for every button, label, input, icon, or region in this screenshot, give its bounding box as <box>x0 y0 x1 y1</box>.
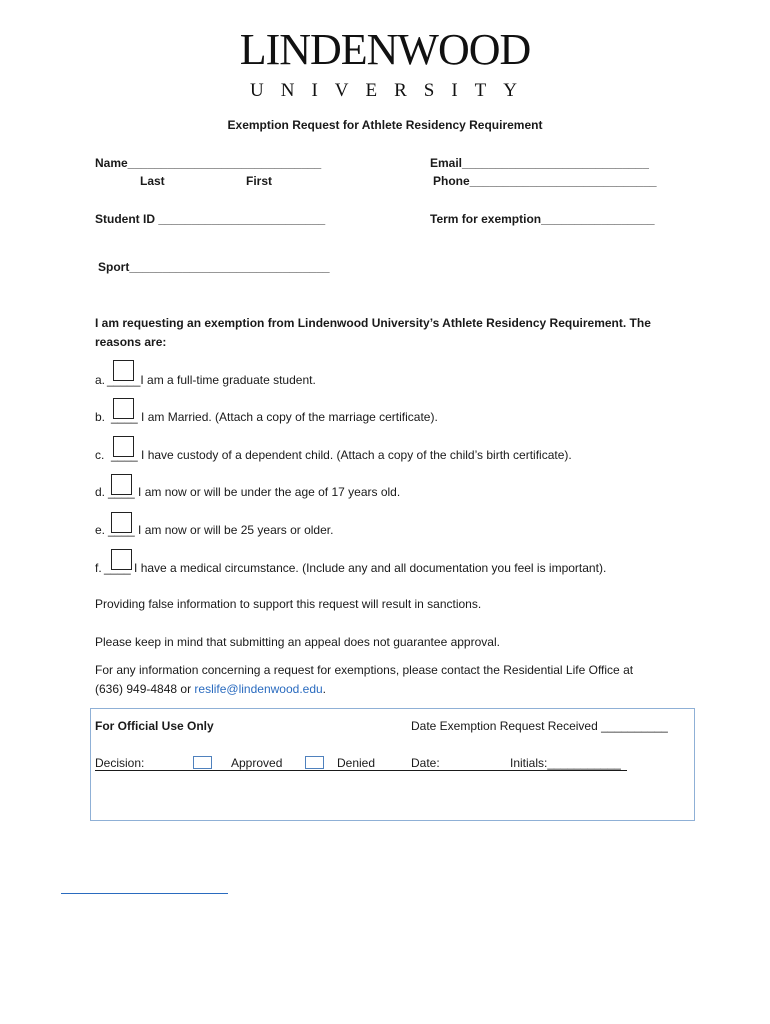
university-logo: LINDENWOOD <box>239 25 531 74</box>
student-id-field[interactable]: Student ID _________________________ <box>95 212 326 226</box>
option-text: ____ I am now or will be under the age of 17 years old. <box>108 485 401 499</box>
official-use-heading: For Official Use Only <box>95 719 214 733</box>
reslife-email-link[interactable]: reslife@lindenwood.edu <box>194 682 323 696</box>
option-prefix: f. <box>95 561 102 575</box>
option-text: ____ I am Married. (Attach a copy of the marriage certificate). <box>111 410 438 424</box>
option-prefix: d. <box>95 485 106 499</box>
contact-line-2 <box>95 682 326 696</box>
approved-label: Approved <box>231 756 283 770</box>
initials-field[interactable]: Initials:___________ <box>510 756 621 770</box>
date-received-field[interactable]: Date Exemption Request Received __________ <box>411 719 668 733</box>
contact-line-1: For any information concerning a request for exemptions, please contact the Residential Life Office at <box>95 663 634 677</box>
decision-row-rule <box>95 770 627 771</box>
option-prefix: a. <box>95 373 106 387</box>
term-field[interactable]: Term for exemption_________________ <box>430 212 655 226</box>
intro-line-1: I am requesting an exemption from Lindenwood University’s Athlete Residency Requirement. The <box>95 316 651 330</box>
sport-field[interactable]: Sport______________________________ <box>98 260 330 274</box>
decision-label: Decision: <box>95 756 145 770</box>
option-text: _____I am a full-time graduate student. <box>107 373 316 387</box>
name-field[interactable]: Name_____________________________ <box>95 156 322 170</box>
name-last-label: Last <box>140 174 165 188</box>
denied-checkbox[interactable] <box>305 756 324 769</box>
false-info-note: Providing false information to support this request will result in sanctions. <box>95 597 482 611</box>
denied-label: Denied <box>337 756 376 770</box>
contact-period: . <box>322 682 327 696</box>
form-title: Exemption Request for Athlete Residency Requirement <box>227 118 543 132</box>
date-field[interactable]: Date: <box>411 756 440 770</box>
phone-field[interactable]: Phone____________________________ <box>433 174 657 188</box>
option-prefix: e. <box>95 523 106 537</box>
option-text: ____ I have custody of a dependent child. (Attach a copy of the child’s birth certificate). <box>111 448 572 462</box>
option-prefix: c. <box>95 448 105 462</box>
contact-phone: (636) 949-4848 or <box>95 682 195 696</box>
option-text: ____ I have a medical circumstance. (Include any and all documentation you feel is important). <box>104 561 607 575</box>
name-first-label: First <box>246 174 273 188</box>
option-prefix: b. <box>95 410 106 424</box>
option-text: ____ I am now or will be 25 years or older. <box>108 523 334 537</box>
intro-line-2: reasons are: <box>95 335 167 349</box>
footnote-separator <box>61 893 228 894</box>
approved-checkbox[interactable] <box>193 756 212 769</box>
university-logo-subtitle: UNIVERSITY <box>250 80 534 101</box>
no-guarantee-note: Please keep in mind that submitting an appeal does not guarantee approval. <box>95 635 500 649</box>
email-field[interactable]: Email____________________________ <box>430 156 649 170</box>
